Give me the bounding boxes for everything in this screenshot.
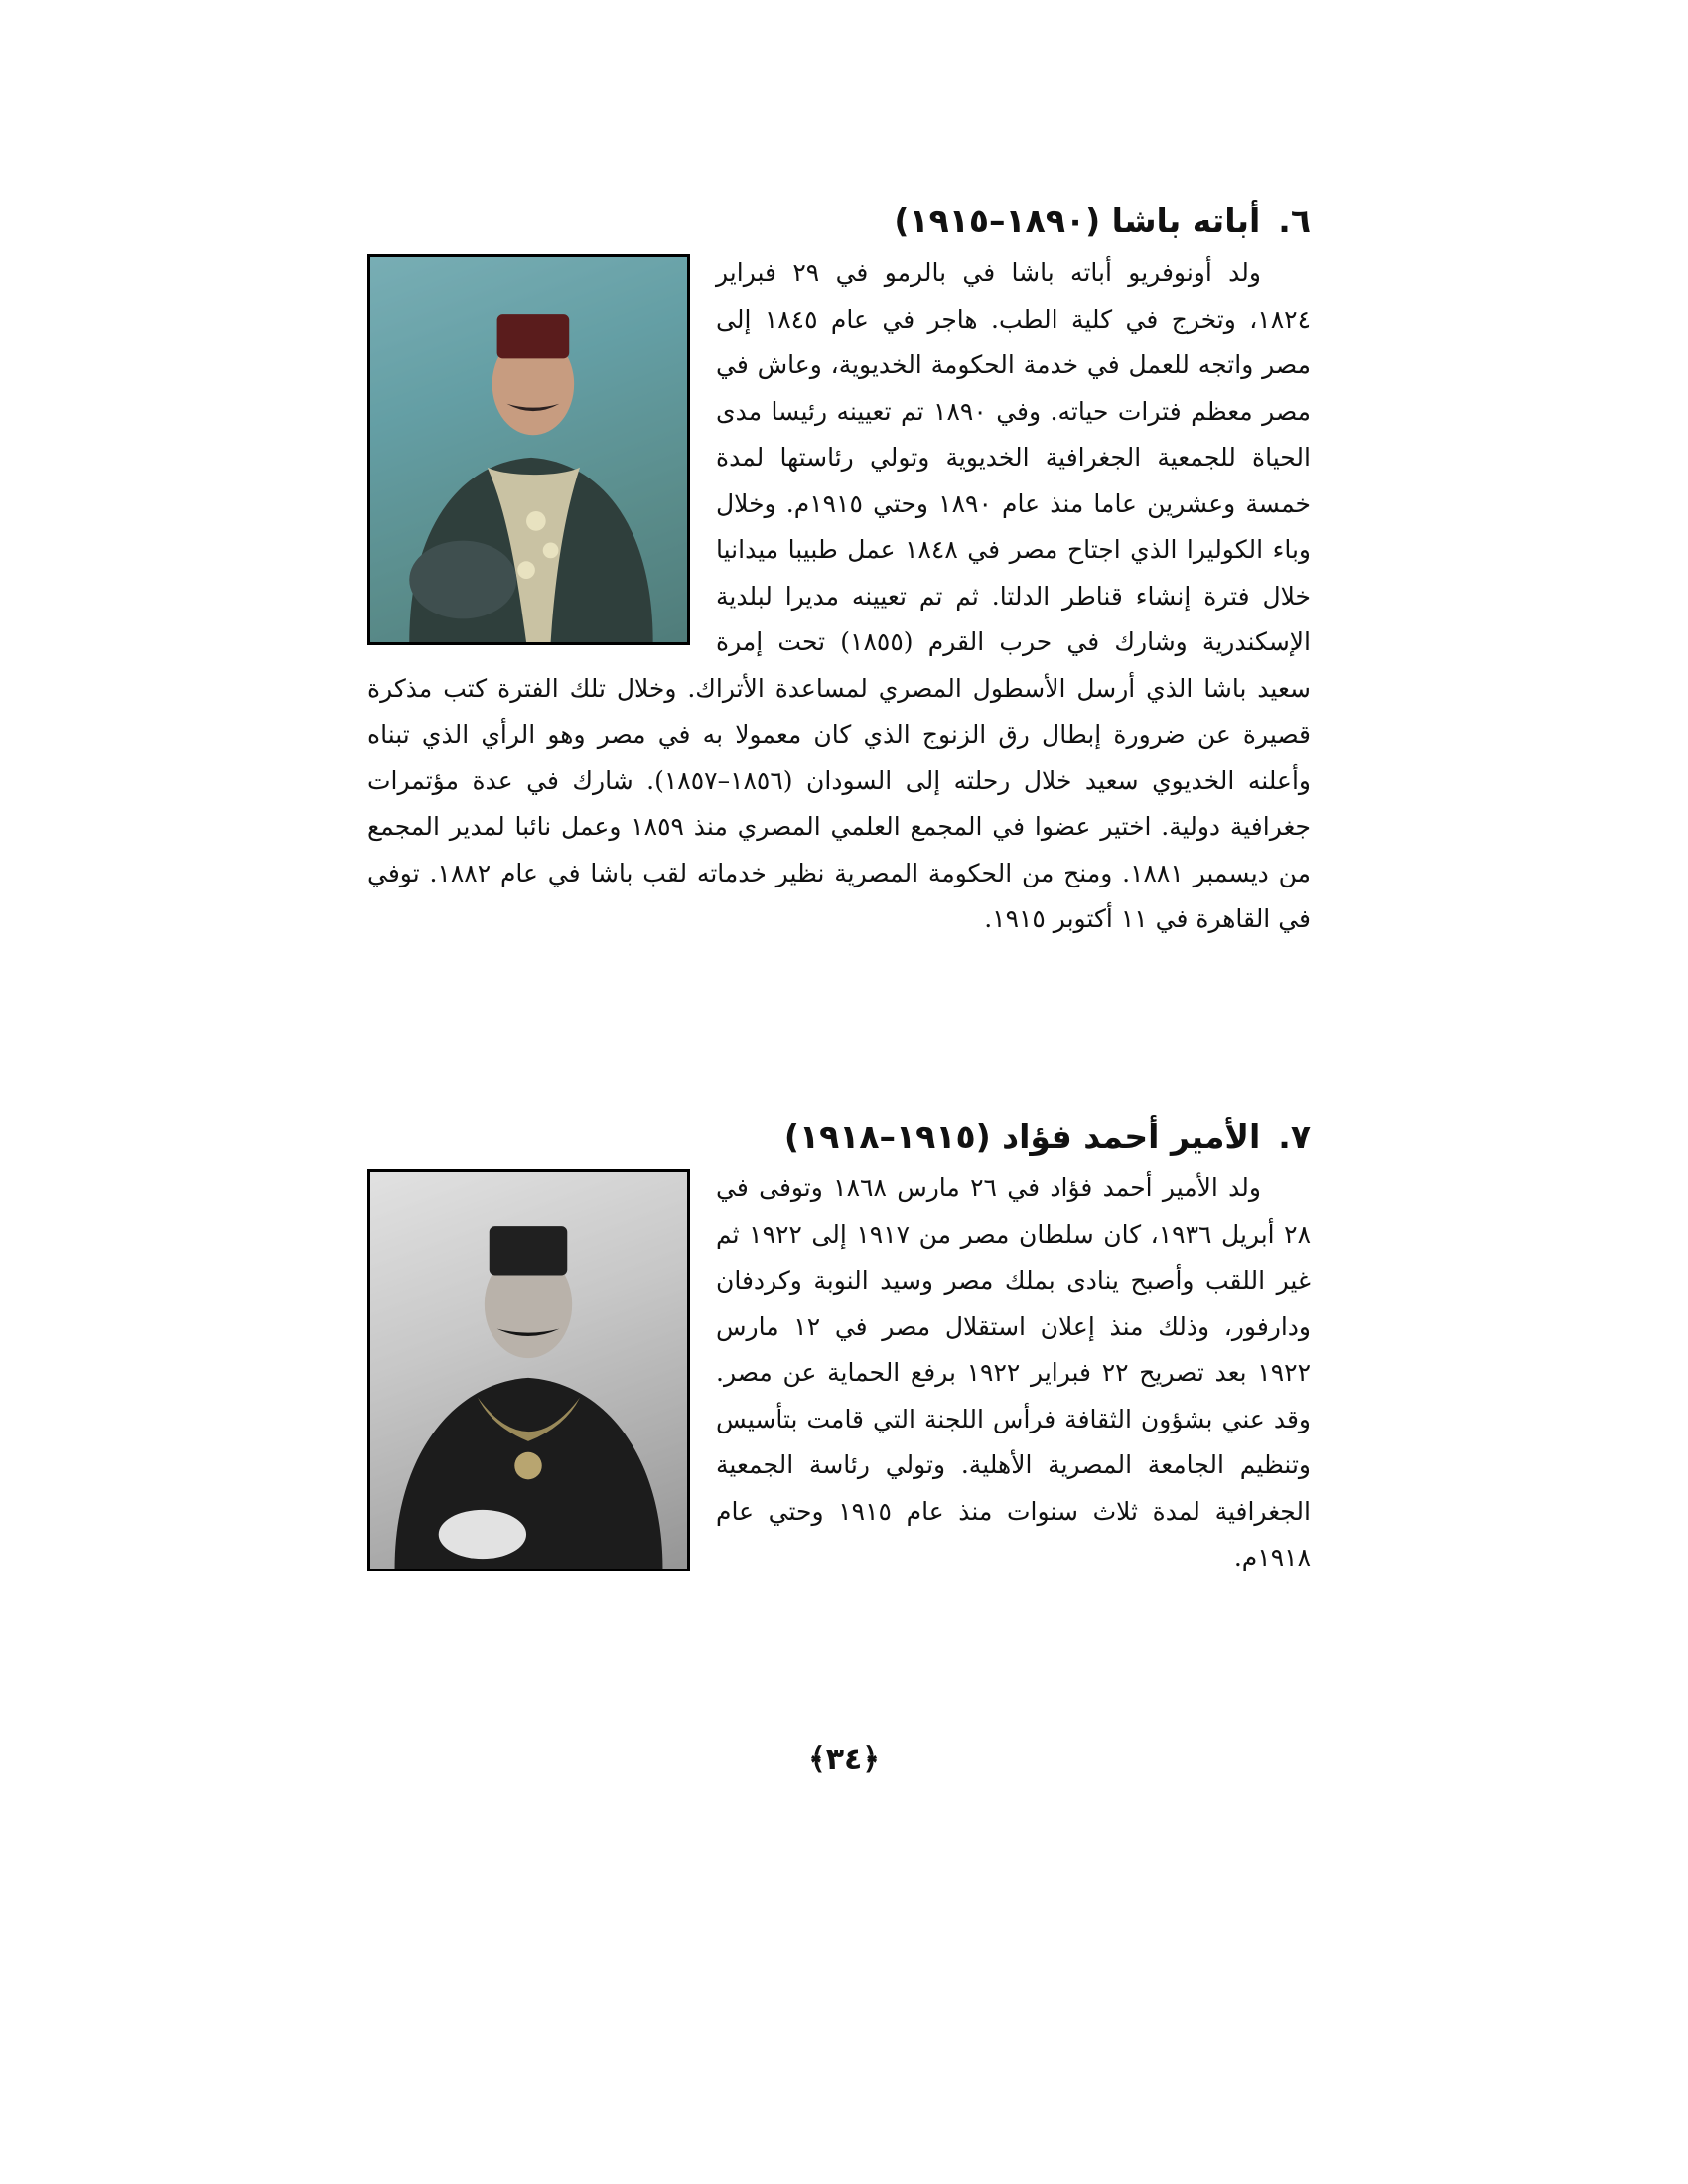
page-number: ﴿٣٤﴾ — [808, 1742, 880, 1777]
section-paragraph: ولد أونوفريو أباته باشا في بالرمو في ٢٩ فبراير ١٨٢٤، وتخرج في كلية الطب. هاجر في عام ١٨٤٥ إلى مصر واتجه للعمل في خدمة الحكومة الخديوية، وعاش في مصر معظم فترات حياته. وفي ١٨٩٠ تم تعيينه رئيسا مدى الحياة للجمعية الجغرافية الخديوية وتولي رئاستها لمدة خمسة وعشرين عاما منذ عام ١٨٩٠ وحتي ١٩١٥م. وخلال وباء الكوليرا الذي اجتاح مصر في ١٨٤٨ عمل طبيبا ميدانيا خلال فترة إنشاء قناطر الدلتا. ثم تم تعيينه مديرا لبلدية الإسكندرية وشارك في حرب القرم (١٨٥٥) تحت إمرة سعيد باشا الذي أرسل الأسطول المصري لمساعدة الأتراك. وخلال تلك الفترة كتب مذكرة قصيرة عن ضرورة إبطال رق الزنوج الذي كان معمولا به في مصر وهو الرأي الذي تبناه وأعلنه الخديوي سعيد خلال رحلته إلى السودان (١٨٥٦–١٨٥٧). شارك في عدة مؤتمرات جغرافية دولية. اختير عضوا في المجمع العلمي المصري منذ ١٨٥٩ وعمل نائبا لمدير المجمع من ديسمبر ١٨٨١. ومنح من الحكومة المصرية نظير خدماته لقب باشا في عام ١٨٨٢. توفي في القاهرة في ١١ أكتوبر ١٩١٥. — [367, 258, 1312, 933]
section-title: الأمير أحمد فؤاد (١٩١٥–١٩١٨) — [783, 1117, 1261, 1156]
portrait-prince-ahmed-fuad — [367, 1169, 690, 1571]
section-title: أباته باشا (١٨٩٠–١٩١٥) — [894, 202, 1261, 240]
section-paragraph: ولد الأمير أحمد فؤاد في ٢٦ مارس ١٨٦٨ وتوفى في ٢٨ أبريل ١٩٣٦، كان سلطان مصر من ١٩١٧ إلى ١٩٢٢ ثم غير اللقب وأصبح ينادى بملك مصر وسيد النوبة وكردفان ودارفور، وذلك منذ إعلان استقلال مصر في ١٢ مارس ١٩٢٢ بعد تصريح ٢٢ فبراير ١٩٢٢ برفع الحماية عن مصر. وقد عني بشؤون الثقافة فرأس اللجنة التي قامت بتأسيس وتنظيم الجامعة المصرية الأهلية. وتولي رئاسة الجمعية الجغرافية لمدة ثلاث سنوات منذ عام ١٩١٥ وحتي عام ١٩١٨م. — [716, 1173, 1312, 1571]
section-number: ٧. — [1278, 1117, 1311, 1156]
section-heading — [367, 1112, 1311, 1161]
section-prince-ahmed-fuad — [367, 1112, 1311, 1581]
section-heading — [367, 197, 1311, 246]
section-number: ٦. — [1278, 202, 1311, 240]
section-abbate-pasha — [367, 197, 1311, 943]
portrait-abbate-pasha — [367, 254, 690, 645]
portrait-illustration — [370, 257, 687, 642]
portrait-illustration — [370, 1172, 687, 1569]
